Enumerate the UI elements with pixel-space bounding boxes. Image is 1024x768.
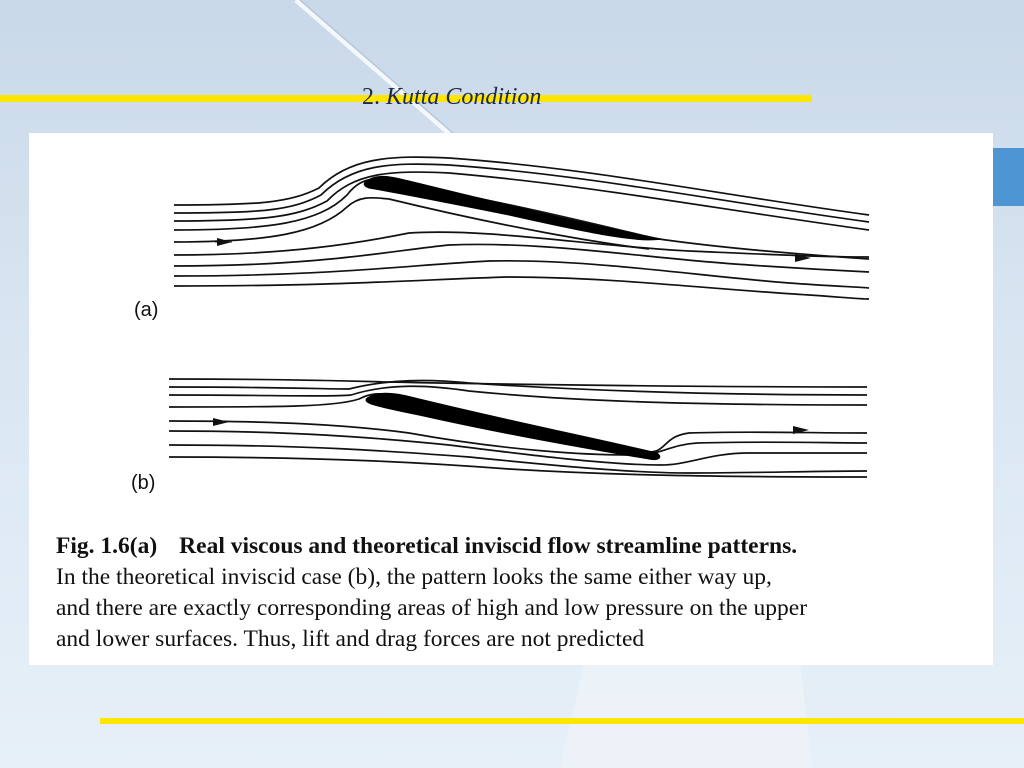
caption-heading: Real viscous and theoretical inviscid flow streamline patterns. [179,533,798,559]
caption-figure-number: Fig. 1.6(a) [56,533,158,559]
panel-b-airfoil [366,393,660,459]
caption-line-2: and there are exactly corresponding areas of high and low pressure on the upper [56,595,808,621]
figure-card [29,133,993,665]
caption-line-1: In the theoretical inviscid case (b), the pattern looks the same either way up, [56,564,772,590]
bottom-accent-bar [100,718,1024,724]
slide-title [362,84,541,111]
panel-a-arrow-left-head [217,238,232,246]
panel-b-label: (b) [131,472,156,494]
panel-a-streamlines [174,157,869,299]
caption-heading-line [56,531,986,562]
slide-title-number: 2. [362,84,380,110]
background-sweep-line-shadow [300,0,454,134]
panel-a-airfoil [364,176,661,239]
streamline-diagram [29,133,993,513]
panel-b-streamlines [169,379,867,477]
right-blue-tab [993,148,1024,206]
panel-a-label: (a) [134,299,159,321]
caption-line-3: and lower surfaces. Thus, lift and drag forces are not predicted [56,626,645,652]
slide-title-text: Kutta Condition [386,84,542,110]
panel-b-arrow-left-head [213,418,229,426]
background-sweep-line [296,0,450,134]
figure-caption [56,531,986,655]
